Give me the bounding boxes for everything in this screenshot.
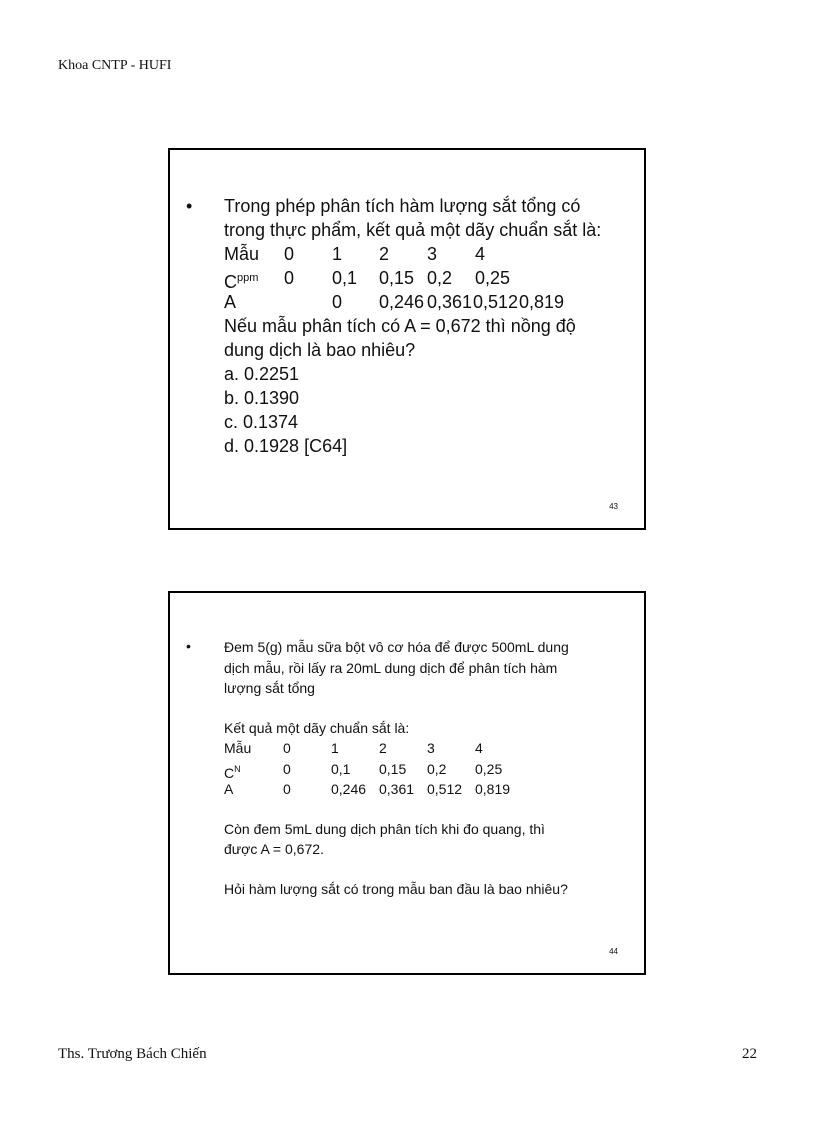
page-header: Khoa CNTP - HUFI bbox=[58, 58, 172, 73]
table-cell: 0 bbox=[283, 760, 291, 777]
table-cell: 0 bbox=[283, 781, 291, 797]
table-cell: 2 bbox=[379, 740, 387, 756]
table-cell: 1 bbox=[332, 244, 343, 264]
measurement-line: Còn đem 5mL dung dịch phân tích khi đo quang, thì bbox=[224, 820, 545, 837]
answer-option-d: d. 0.1928 [C64] bbox=[224, 436, 348, 456]
table-cell: 0,2 bbox=[427, 760, 447, 777]
table-cell: 1 bbox=[331, 740, 339, 756]
table-cell: 0,361 bbox=[427, 292, 473, 312]
row-label: A bbox=[224, 781, 234, 797]
table-cell: 0,512 bbox=[427, 781, 463, 797]
question-line: Hỏi hàm lượng sắt có trong mẫu ban đầu là bao nhiêu? bbox=[224, 880, 568, 897]
slide-content bbox=[224, 637, 569, 899]
c-label: C bbox=[224, 764, 235, 781]
answer-option-c: c. 0.1374 bbox=[224, 412, 299, 432]
intro-line: dịch mẫu, rồi lấy ra 20mL dung dịch để phân tích hàm bbox=[224, 659, 558, 676]
slide-44 bbox=[168, 591, 646, 975]
slide-content bbox=[224, 194, 601, 458]
intro-line: Trong phép phân tích hàm lượng sắt tổng có bbox=[224, 196, 581, 216]
table-cell: 0,1 bbox=[331, 760, 351, 777]
table-cell: 3 bbox=[427, 740, 435, 756]
answer-option-a: a. 0.2251 bbox=[224, 364, 300, 384]
table-row-a bbox=[224, 779, 569, 800]
table-cell: 0,819 bbox=[475, 781, 511, 797]
table-title: Kết quả một dãy chuẩn sắt là: bbox=[224, 719, 410, 736]
bullet: • bbox=[186, 196, 193, 216]
row-label: Mẫu bbox=[224, 244, 260, 264]
slide-number: 43 bbox=[609, 502, 618, 511]
table-cell: 2 bbox=[379, 244, 390, 264]
table-cell: 0,25 bbox=[475, 268, 511, 288]
question-line: dung dịch là bao nhiêu? bbox=[224, 340, 416, 360]
page-footer-author: Ths. Trương Bách Chiến bbox=[58, 1046, 207, 1062]
measurement-line: được A = 0,672. bbox=[224, 841, 324, 857]
slide-number: 44 bbox=[609, 947, 618, 956]
row-label: Mẫu bbox=[224, 740, 252, 756]
table-cell: 0,512 bbox=[473, 292, 519, 312]
table-cell: 3 bbox=[427, 244, 438, 264]
table-row-mau bbox=[224, 242, 601, 266]
c-unit: N bbox=[234, 763, 241, 774]
table-cell: 0,15 bbox=[379, 268, 415, 288]
answer-option-b: b. 0.1390 bbox=[224, 388, 300, 408]
table-cell: 0 bbox=[284, 244, 295, 264]
table-cell: 0,246 bbox=[331, 781, 367, 797]
slide-43 bbox=[168, 148, 646, 530]
table-cell: 4 bbox=[475, 244, 486, 264]
page-number: 22 bbox=[742, 1046, 757, 1062]
table-row-c bbox=[224, 759, 569, 780]
table-cell: 0,25 bbox=[475, 760, 503, 777]
question-line: Nếu mẫu phân tích có A = 0,672 thì nồng độ bbox=[224, 316, 576, 336]
table-cell: 0,1 bbox=[332, 268, 358, 288]
table-cell: 0 bbox=[284, 268, 295, 288]
table-cell: 0 bbox=[332, 292, 343, 312]
c-label: C bbox=[224, 272, 237, 292]
table-cell: 0,2 bbox=[427, 268, 453, 288]
table-cell: 0,15 bbox=[379, 760, 407, 777]
table-cell: 0,246 bbox=[379, 292, 425, 312]
c-unit: ppm bbox=[237, 272, 259, 284]
table-row-c bbox=[224, 266, 601, 290]
table-row-mau bbox=[224, 738, 569, 759]
row-label: A bbox=[224, 292, 237, 312]
intro-line: lượng sắt tổng bbox=[224, 680, 315, 696]
table-cell: 4 bbox=[475, 740, 483, 756]
table-row-a bbox=[224, 290, 601, 314]
table-cell: 0,361 bbox=[379, 781, 415, 797]
intro-line: Đem 5(g) mẫu sữa bột vô cơ hóa để được 500mL dung bbox=[224, 639, 569, 655]
table-cell: 0,819 bbox=[519, 292, 565, 312]
bullet: • bbox=[186, 638, 191, 654]
intro-line: trong thực phẩm, kết quả một dãy chuẩn sắt là: bbox=[224, 220, 602, 240]
table-cell: 0 bbox=[283, 740, 291, 756]
